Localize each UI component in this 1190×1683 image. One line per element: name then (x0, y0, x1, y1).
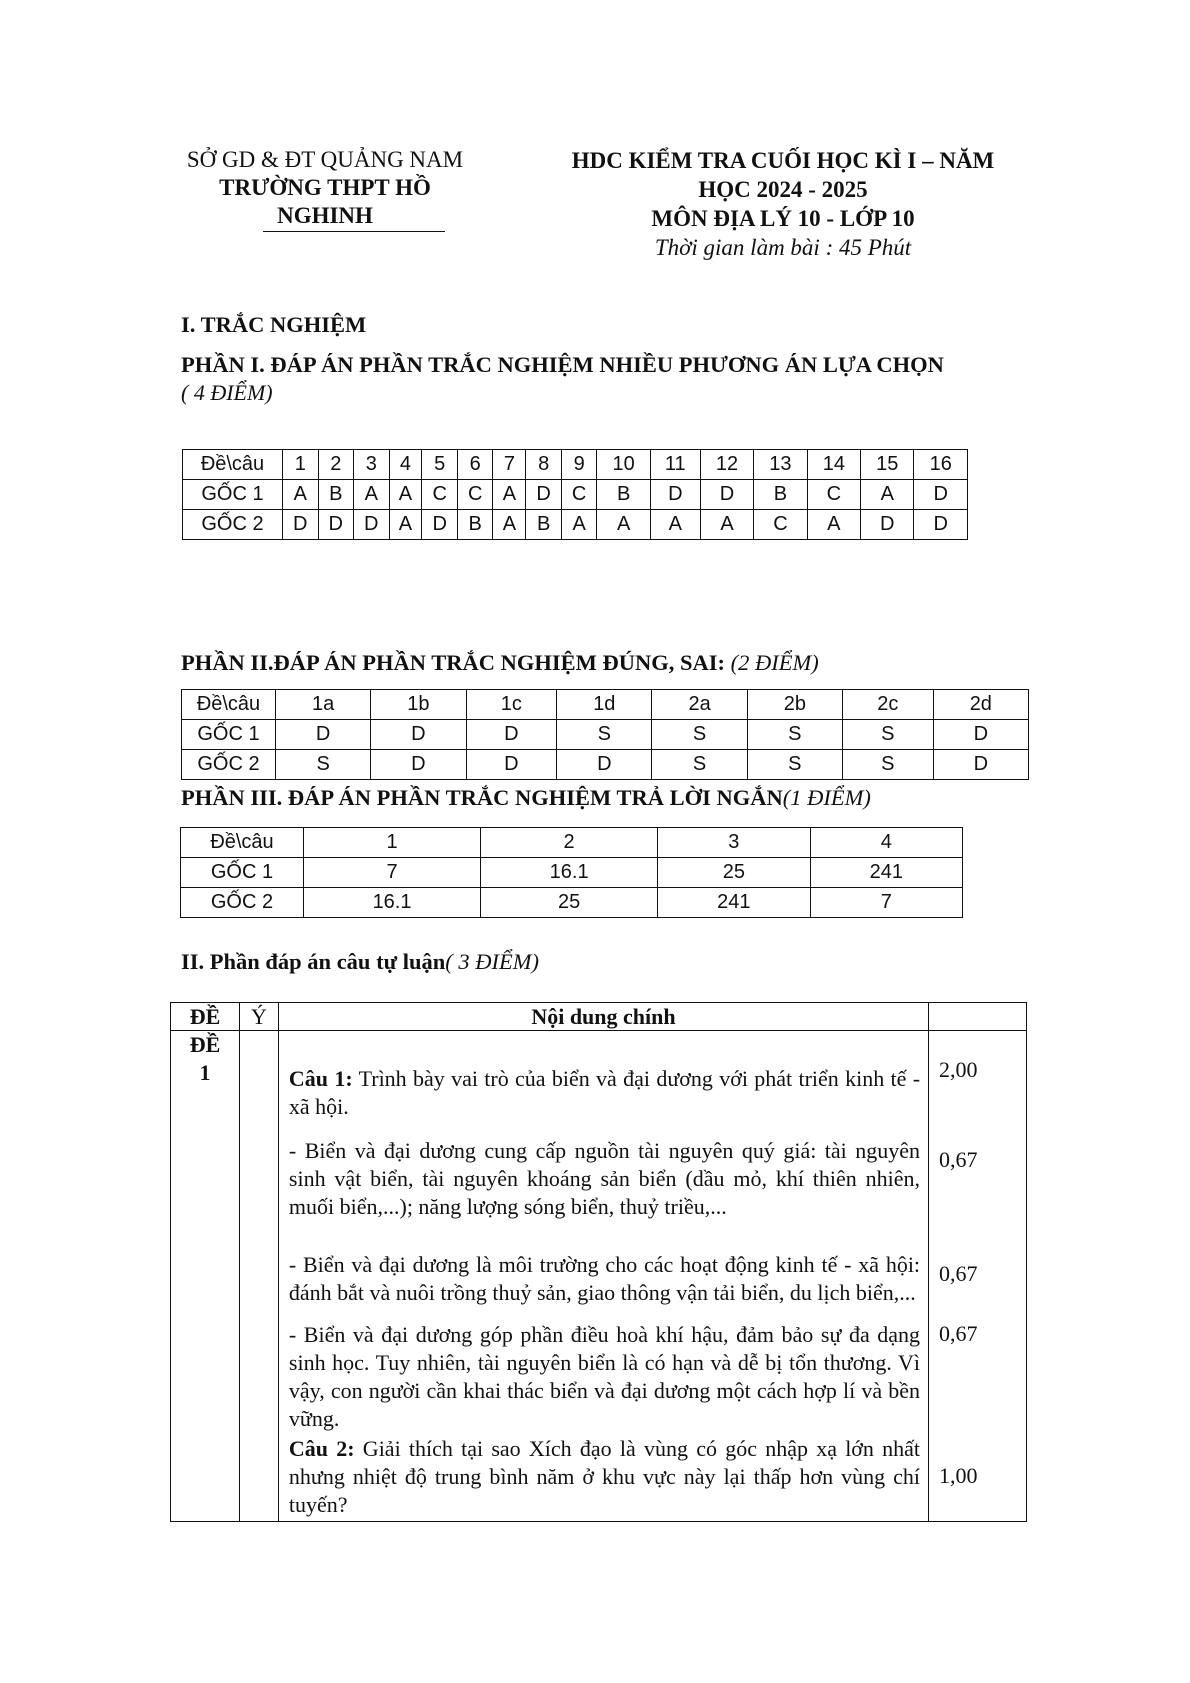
table-cell: D (371, 750, 466, 780)
table-cell: 25 (658, 858, 810, 888)
table-cell: A (354, 480, 390, 510)
table-cell: A (561, 510, 597, 540)
table-cell: C (422, 480, 458, 510)
table-cell: D (466, 720, 557, 750)
short-answer-table (180, 827, 963, 918)
table-row (183, 480, 968, 510)
true-false-answer-table (181, 689, 1029, 780)
point-3-cell (278, 1313, 928, 1433)
table-cell: A (283, 480, 319, 510)
table-cell: A (650, 510, 700, 540)
table-cell: 1b (371, 690, 466, 720)
table-cell: A (389, 480, 422, 510)
table-cell: 241 (658, 888, 810, 918)
column-header-score (929, 1003, 1027, 1031)
table-cell: 1 (283, 450, 319, 480)
table-row (181, 828, 963, 858)
table-row (183, 510, 968, 540)
table-cell: A (700, 510, 753, 540)
table-cell: 3 (354, 450, 390, 480)
table-cell: D (650, 480, 700, 510)
table-cell: D (933, 720, 1028, 750)
table-row (171, 1003, 1027, 1031)
table-cell: D (933, 750, 1028, 780)
question-1: Câu 1: Trình bày vai trò của biển và đại dương với phát triển kinh tế - xã hội. (288, 1066, 921, 1119)
table-cell: GỐC 1 (182, 720, 276, 750)
exam-duration: Thời gian làm bài : 45 Phút (654, 235, 912, 260)
exam-title-line2: HỌC 2024 - 2025 (698, 177, 868, 202)
table-row (182, 690, 1029, 720)
table-cell: S (652, 720, 747, 750)
table-cell: A (597, 510, 650, 540)
table-cell: D (466, 750, 557, 780)
table-cell: GỐC 2 (182, 750, 276, 780)
table-cell: 1 (304, 828, 481, 858)
point-3: - Biển và đại dương góp phần điều hoà khí hậu, đảm bảo sự đa dạng sinh học. Tuy nhiên, tài nguyên biển là có hạn và dễ bị tổn thương. Vì vậy, con người cần khai thác biển và đại dương một cách hợp lí và bền vững. (288, 1322, 921, 1431)
table-cell: 6 (457, 450, 493, 480)
point-2: - Biển và đại dương là môi trường cho các hoạt động kinh tế - xã hội: đánh bắt và nuôi trồng thuỷ sản, giao thông vận tải biển, du lịch biển,... (288, 1252, 921, 1305)
table-cell: 16 (914, 450, 968, 480)
table-cell: GỐC 2 (183, 510, 283, 540)
point-2-score: 0,67 (939, 1261, 978, 1286)
table-cell: 11 (650, 450, 700, 480)
column-header-de: ĐỀ (171, 1003, 240, 1031)
table-cell: S (747, 720, 842, 750)
table-cell: A (493, 480, 526, 510)
table-cell: S (747, 750, 842, 780)
table-row (181, 888, 963, 918)
table-cell: D (861, 510, 914, 540)
table-cell: B (597, 480, 650, 510)
table-cell: A (493, 510, 526, 540)
table-cell: 2b (747, 690, 842, 720)
table-cell: D (371, 720, 466, 750)
part-3-points: (1 ĐIỂM) (782, 785, 871, 810)
column-header-y: Ý (239, 1003, 278, 1031)
question-1-cell (278, 1031, 928, 1130)
table-row (182, 750, 1029, 780)
table-cell: S (842, 720, 933, 750)
school-name: TRƯỜNG THPT HỒ NGHINH (219, 175, 431, 228)
table-cell: A (389, 510, 422, 540)
table-cell: A (861, 480, 914, 510)
point-1: - Biển và đại dương cung cấp nguồn tài nguyên quý giá: tài nguyên sinh vật biển, tài nguyên khoáng sản biển (dầu mỏ, khí thiên nhiên, muối biển,...); năng lượng sóng biển, thuỷ triều,... (288, 1138, 921, 1219)
exam-subject: MÔN ĐỊA LÝ 10 - LỚP 10 (651, 206, 915, 231)
table-cell: 241 (810, 858, 962, 888)
part-3-title: PHẦN III. ĐÁP ÁN PHẦN TRẮC NGHIỆM TRẢ LỜI NGẮN(1 ĐIỂM) (181, 785, 871, 810)
part-1-points: ( 4 ĐIỂM) (181, 380, 273, 405)
part-2-title: PHẦN II.ĐÁP ÁN PHẦN TRẮC NGHIỆM ĐÚNG, SAI: (2 ĐIỂM) (181, 650, 819, 675)
table-cell: 16.1 (481, 858, 658, 888)
table-cell: D (318, 510, 354, 540)
table-cell: 15 (861, 450, 914, 480)
question-2-cell (278, 1433, 928, 1522)
section-2-title: II. Phần đáp án câu tự luận( 3 ĐIỂM) (181, 949, 539, 974)
de-label: ĐỀ (189, 1032, 221, 1057)
table-cell: 7 (304, 858, 481, 888)
mcq-answer-table (182, 449, 968, 540)
table-row (183, 450, 968, 480)
y-cell (239, 1031, 278, 1522)
table-cell: S (557, 720, 652, 750)
table-cell: Đề\câu (182, 690, 276, 720)
table-cell: B (457, 510, 493, 540)
table-cell: D (526, 480, 562, 510)
table-cell: S (652, 750, 747, 780)
table-cell: 14 (807, 450, 860, 480)
table-cell: Đề\câu (181, 828, 304, 858)
part-2-points: (2 ĐIỂM) (730, 650, 819, 675)
table-cell: C (457, 480, 493, 510)
point-2-score-cell (929, 1243, 1027, 1313)
table-cell: 13 (754, 450, 807, 480)
point-2-cell (278, 1243, 928, 1313)
table-cell: D (914, 510, 968, 540)
table-row (181, 858, 963, 888)
exam-header (548, 146, 1018, 262)
point-1-cell (278, 1129, 928, 1243)
table-cell: D (354, 510, 390, 540)
de-number: 1 (199, 1060, 211, 1085)
point-1-score-cell (929, 1129, 1027, 1243)
table-cell: D (422, 510, 458, 540)
table-cell: GỐC 1 (183, 480, 283, 510)
exam-title-line1: HDC KIỂM TRA CUỐI HỌC KÌ I – NĂM (571, 148, 995, 173)
table-cell: 2c (842, 690, 933, 720)
table-cell: 16.1 (304, 888, 481, 918)
table-row (171, 1313, 1027, 1433)
table-cell: 4 (389, 450, 422, 480)
essay-answer-table (170, 1002, 1027, 1522)
table-cell: 25 (481, 888, 658, 918)
table-cell: D (283, 510, 319, 540)
question-1-score: 2,00 (939, 1057, 978, 1082)
table-row (171, 1433, 1027, 1522)
table-cell: D (700, 480, 753, 510)
header-divider (263, 231, 445, 232)
department-name: SỞ GD & ĐT QUẢNG NAM (186, 147, 464, 172)
table-cell: 8 (526, 450, 562, 480)
point-3-score-cell (929, 1313, 1027, 1433)
table-cell: Đề\câu (183, 450, 283, 480)
point-1-score: 0,67 (939, 1147, 978, 1172)
section-2-points: ( 3 ĐIỂM) (445, 949, 539, 974)
table-cell: S (842, 750, 933, 780)
table-cell: GỐC 2 (181, 888, 304, 918)
question-1-score-cell (929, 1031, 1027, 1130)
question-2-score-cell (929, 1433, 1027, 1522)
column-header-content: Nội dung chính (278, 1003, 928, 1031)
table-cell: 2 (481, 828, 658, 858)
school-header (170, 146, 480, 230)
question-2: Câu 2: Giải thích tại sao Xích đạo là vùng có góc nhập xạ lớn nhất nhưng nhiệt độ trung bình năm ở khu vực này lại thấp hơn vùng chí tuyến? (288, 1436, 921, 1517)
table-cell: 1c (466, 690, 557, 720)
table-cell: C (561, 480, 597, 510)
table-cell: 1d (557, 690, 652, 720)
table-cell: D (557, 750, 652, 780)
table-cell: 12 (700, 450, 753, 480)
section-1-title: I. TRẮC NGHIỆM (181, 312, 367, 337)
table-cell: 9 (561, 450, 597, 480)
table-cell: 2d (933, 690, 1028, 720)
table-row (171, 1129, 1027, 1243)
table-cell: 2a (652, 690, 747, 720)
part-1-title: PHẦN I. ĐÁP ÁN PHẦN TRẮC NGHIỆM NHIỀU PHƯƠNG ÁN LỰA CHỌN (181, 352, 944, 377)
table-row (171, 1243, 1027, 1313)
table-cell: B (526, 510, 562, 540)
point-3-score: 0,67 (939, 1321, 978, 1346)
question-2-score: 1,00 (939, 1463, 978, 1488)
table-cell: B (754, 480, 807, 510)
table-cell: 5 (422, 450, 458, 480)
table-cell: C (754, 510, 807, 540)
table-cell: GỐC 1 (181, 858, 304, 888)
table-cell: 3 (658, 828, 810, 858)
table-cell: A (807, 510, 860, 540)
table-cell: D (914, 480, 968, 510)
table-cell: 10 (597, 450, 650, 480)
de-cell (171, 1031, 240, 1522)
table-row (171, 1031, 1027, 1130)
table-cell: S (276, 750, 371, 780)
table-cell: 7 (810, 888, 962, 918)
table-cell: D (276, 720, 371, 750)
table-cell: 4 (810, 828, 962, 858)
table-cell: 7 (493, 450, 526, 480)
table-cell: 1a (276, 690, 371, 720)
table-row (182, 720, 1029, 750)
table-cell: C (807, 480, 860, 510)
table-cell: B (318, 480, 354, 510)
table-cell: 2 (318, 450, 354, 480)
